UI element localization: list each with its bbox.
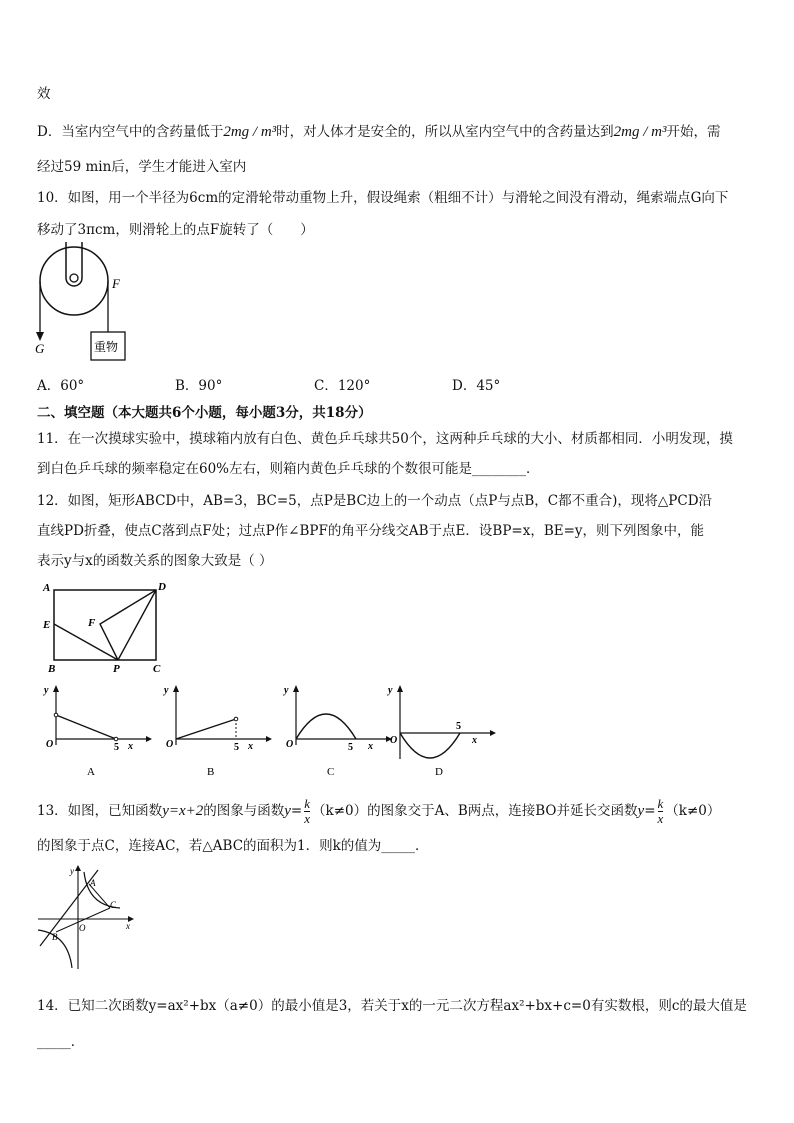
- q13-a-label: A: [90, 878, 96, 888]
- q13-p2: 的图象与函数: [203, 803, 285, 819]
- graph-a-y-label: y: [44, 685, 49, 696]
- q13-frac-num: k: [304, 796, 311, 811]
- q10-line2: 移动了3πcm，则滑轮上的点F旋转了（ ）: [37, 222, 314, 238]
- graph-d-five-label: 5: [456, 721, 461, 732]
- q10-label-g: G: [35, 341, 45, 356]
- graph-d-label: D: [435, 766, 443, 778]
- q11-line2: 到白色乒乓球的频率稳定在60%左右，则箱内黄色乒乓球的个数很可能是________．: [37, 461, 540, 477]
- q12-rectangle-figure: [40, 580, 180, 675]
- q13-x-label: x: [126, 921, 130, 931]
- q9-d-unit1: 2mg / m³: [223, 124, 277, 140]
- graph-b-y-label: y: [164, 685, 169, 696]
- q12-line1: 12．如图，矩形ABCD中，AB=3，BC=5，点P是BC边上的一个动点（点P与点B，C都不重合)，现将△PCD沿: [37, 493, 713, 509]
- q13-frac2-num: k: [657, 796, 664, 811]
- q12-graph-c: [282, 683, 392, 783]
- graph-b-x-label: x: [248, 741, 253, 752]
- q14-line2: _____．: [37, 1034, 85, 1050]
- q10-option-d: D．45°: [452, 378, 501, 394]
- q12-graph-b: [162, 683, 272, 783]
- q13-y-label: y: [70, 866, 74, 876]
- q9-d-unit2: 2mg / m³: [613, 124, 667, 140]
- q13-eq1: y=x+2: [162, 803, 204, 819]
- graph-c-origin-label: O: [286, 739, 294, 750]
- graph-a-five-label: 5: [114, 742, 119, 753]
- q12-label-f: F: [88, 617, 96, 629]
- q12-label-e: E: [43, 619, 51, 631]
- graph-b-label: B: [207, 766, 215, 778]
- graph-a-x-label: x: [128, 741, 133, 752]
- q12-label-a: A: [43, 582, 51, 594]
- q13-o-label: O: [79, 923, 86, 933]
- q13-p3: （k≠0）的图象交于A、B两点，连接BO并延长交函数: [312, 803, 638, 819]
- q14-line1: 14．已知二次函数y=ax²+bx（a≠0）的最小值是3，若关于x的一元二次方程ax²+bx+c=0有实数根，则c的最大值是: [37, 998, 747, 1014]
- q10-option-a: A．60°: [37, 378, 85, 394]
- graph-d-origin-label: O: [390, 735, 398, 746]
- q13-figure: [36, 864, 136, 974]
- q9-d-text-c: 开始，需: [666, 124, 721, 140]
- q12-label-d: D: [158, 581, 166, 593]
- q13-p1: 13．如图，已知函数: [37, 803, 163, 819]
- q12-graph-d: [386, 683, 496, 783]
- q11-line1: 11．在一次摸球实验中，摸球箱内放有白色、黄色乒乓球共50个，这两种乒乓球的大小、材质都相同．小明发现，摸: [37, 431, 733, 447]
- top-fragment: 效: [37, 86, 51, 102]
- q12-label-b: B: [48, 663, 56, 675]
- q13-line1: 13．如图，已知函数y=x+2的图象与函数y= $\frac{k}{x}$ （k≠0）的图象交于A、B两点，连接BO并延长交函数y= $\frac{k}{x}$ （k≠0）: [37, 796, 721, 826]
- graph-a-label: A: [87, 766, 95, 778]
- q10-weight-label: 重物: [94, 340, 119, 354]
- q10-option-c: C．120°: [314, 378, 371, 394]
- section2-heading: 二、填空题（本大题共6个小题，每小题3分，共18分）: [37, 405, 372, 421]
- graph-c-x-label: x: [368, 741, 373, 752]
- q13-line2: 的图象于点C，连接AC，若△ABC的面积为1．则k的值为_____．: [37, 838, 429, 854]
- graph-d-y-label: y: [388, 685, 393, 696]
- q10-line1: 10．如图，用一个半径为6cm的定滑轮带动重物上升，假设绳索（粗细不计）与滑轮之间没有滑动，绳索端点G向下: [37, 190, 729, 206]
- q12-label-c: C: [153, 663, 161, 675]
- graph-c-y-label: y: [284, 685, 289, 696]
- graph-c-label: C: [327, 766, 335, 778]
- q9-d-text-b: 时，对人体才是安全的，所以从室内空气中的含药量达到: [276, 124, 614, 140]
- q9-option-d-line1: [37, 120, 721, 141]
- q10-pulley-figure: [30, 240, 130, 370]
- q13-c-label: C: [110, 900, 117, 910]
- q12-line2: 直线PD折叠，使点C落到点F处；过点P作∠BPF的角平分线交AB于点E．设BP=x，BE=y，则下列图象中，能: [37, 523, 705, 539]
- q9-d-text-a: D．当室内空气中的含药量低于: [37, 124, 224, 140]
- q12-label-p: P: [113, 663, 120, 675]
- q12-graph-a: [42, 683, 152, 783]
- q13-frac-den: x: [304, 811, 311, 826]
- q9-option-d-line2: 经过59 min后，学生才能进入室内: [37, 159, 247, 175]
- q13-b-label: B: [52, 932, 58, 942]
- q12-line3: 表示y与x的函数关系的图象大致是（ ）: [37, 553, 273, 569]
- graph-b-origin-label: O: [166, 739, 174, 750]
- graph-a-origin-label: O: [46, 739, 54, 750]
- q10-label-f: F: [112, 276, 120, 291]
- graph-b-five-label: 5: [234, 742, 239, 753]
- q10-option-b: B．90°: [175, 378, 223, 394]
- q13-p4: （k≠0）: [665, 803, 721, 819]
- q13-frac2-den: x: [657, 811, 664, 826]
- graph-c-five-label: 5: [348, 742, 353, 753]
- graph-d-x-label: x: [472, 735, 477, 746]
